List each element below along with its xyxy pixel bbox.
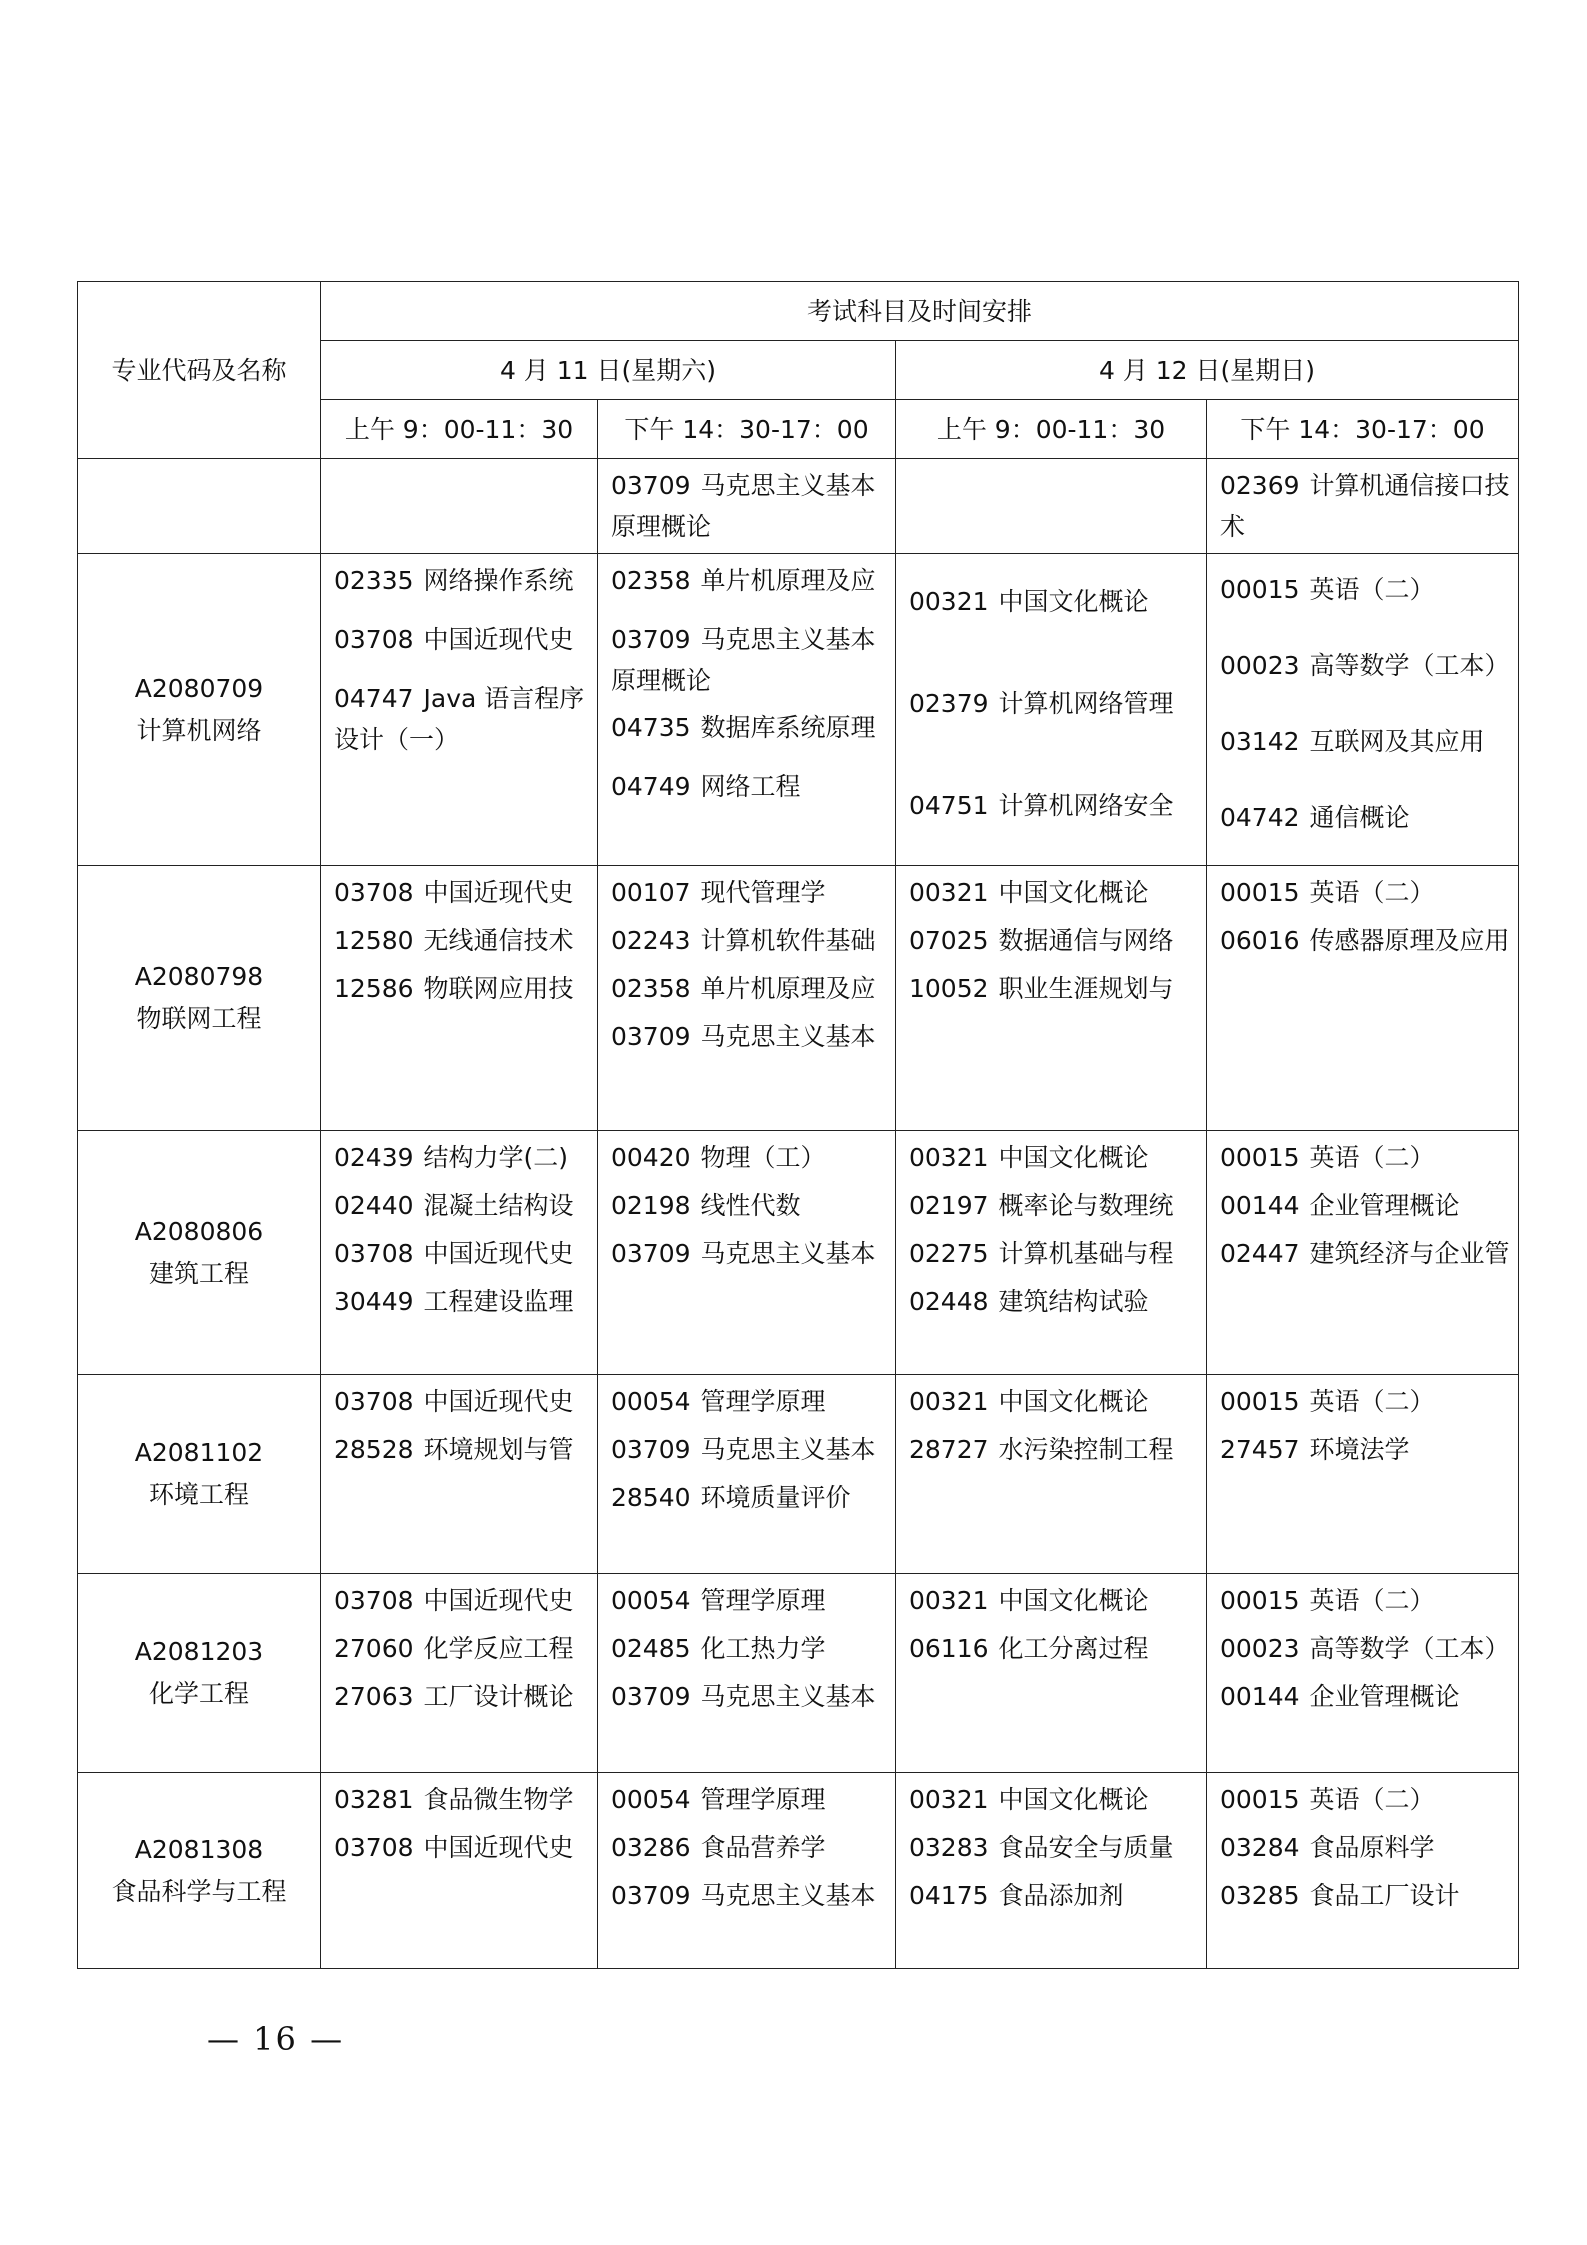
course-name: 英语（二） [1309, 574, 1435, 604]
course-item [334, 1827, 589, 1869]
course-name: 高等数学（工本） [1309, 1634, 1510, 1663]
course-item [1220, 1429, 1510, 1471]
course-name: 中国近现代史 [423, 625, 574, 654]
course-name: 计算机通信接口技术 [1220, 471, 1510, 541]
course-item [611, 707, 887, 748]
course-name: 中国文化概论 [998, 1785, 1149, 1814]
course-code: 28528 [334, 1435, 414, 1464]
course-code: 00321 [909, 587, 989, 617]
slot-cell [321, 1773, 598, 1969]
table-row [78, 866, 1519, 1131]
course-name: 环境法学 [1309, 1435, 1410, 1464]
course-name: 中国文化概论 [998, 878, 1149, 907]
course-code: 12586 [334, 974, 414, 1003]
course-item [611, 1233, 887, 1275]
course-name: 计算机软件基础 [700, 926, 876, 955]
course-item [334, 1233, 589, 1275]
course-item [334, 619, 589, 660]
course-item [611, 560, 887, 601]
course-code: 00420 [611, 1143, 691, 1172]
course-item [611, 920, 887, 962]
slot-cell [1207, 1773, 1519, 1969]
course-name: 中国近现代史 [423, 1387, 574, 1416]
header-major: 专业代码及名称 [78, 282, 321, 459]
course-item [334, 1281, 589, 1323]
course-item [334, 1628, 589, 1670]
course-code: 02485 [611, 1634, 691, 1663]
course-code: 02197 [909, 1191, 989, 1220]
course-code: 03285 [1220, 1881, 1300, 1910]
course-code: 03142 [1220, 727, 1300, 757]
slot-cell [321, 866, 598, 1131]
course-name: 环境质量评价 [700, 1483, 851, 1512]
table-row [78, 1131, 1519, 1375]
header-slot-1: 上午 9：00-11：30 [321, 400, 598, 459]
course-item [1220, 1628, 1510, 1670]
major-code: A2081102 [134, 1438, 264, 1467]
course-code: 02448 [909, 1287, 989, 1316]
course-code: 02369 [1220, 471, 1300, 500]
course-item [909, 785, 1198, 826]
course-name: 现代管理学 [700, 878, 826, 907]
major-cell-empty [78, 459, 321, 554]
course-item [334, 1779, 589, 1821]
course-code: 03708 [334, 1239, 414, 1268]
course-name: 网络工程 [700, 772, 801, 801]
course-name: 物理（工） [700, 1143, 826, 1172]
course-name: 化工分离过程 [998, 1634, 1149, 1663]
major-cell [78, 1574, 321, 1773]
course-name: 水污染控制工程 [998, 1435, 1174, 1464]
major-cell [78, 1375, 321, 1574]
course-code: 03286 [611, 1833, 691, 1862]
course-item [1220, 872, 1510, 914]
course-name: 高等数学（工本） [1309, 650, 1510, 680]
course-item [334, 1580, 589, 1622]
course-code: 03708 [334, 1586, 414, 1615]
course-name: 物联网应用技 [423, 974, 574, 1003]
course-item [1220, 797, 1510, 838]
course-code: 03283 [909, 1833, 989, 1862]
course-name: 英语（二） [1309, 1785, 1435, 1814]
course-item [334, 872, 589, 914]
course-code: 00015 [1220, 1143, 1300, 1172]
table-row [78, 1375, 1519, 1574]
major-cell [78, 554, 321, 866]
course-item [1220, 1137, 1510, 1179]
course-name: 工厂设计概论 [423, 1682, 574, 1711]
course-code: 02358 [611, 974, 691, 1003]
course-code: 27063 [334, 1682, 414, 1711]
course-item [611, 1875, 887, 1917]
header-slot-2: 下午 14：30-17：00 [598, 400, 896, 459]
course-name: 概率论与数理统 [998, 1191, 1174, 1220]
course-code: 00144 [1220, 1682, 1300, 1711]
course-name: 单片机原理及应 [700, 974, 876, 1003]
course-item [611, 766, 887, 807]
course-code: 02358 [611, 566, 691, 595]
major-name: 建筑工程 [148, 1258, 249, 1288]
major-code: A2080709 [134, 673, 264, 703]
course-name: 计算机网络安全 [998, 790, 1174, 820]
course-code: 02243 [611, 926, 691, 955]
course-item [909, 872, 1198, 914]
course-name: 马克思主义基本 [700, 1435, 876, 1464]
course-name: 计算机网络管理 [998, 688, 1174, 718]
course-name: 马克思主义基本 [700, 1881, 876, 1910]
course-code: 03708 [334, 1833, 414, 1862]
header-slot-3: 上午 9：00-11：30 [896, 400, 1207, 459]
course-name: 管理学原理 [700, 1586, 826, 1615]
course-item [1220, 1381, 1510, 1423]
table-body [78, 282, 1519, 1969]
course-item [334, 1676, 589, 1718]
course-item [334, 1137, 589, 1179]
course-item [334, 920, 589, 962]
course-name: 马克思主义基本 [700, 1022, 876, 1051]
slot-cell [1207, 1574, 1519, 1773]
course-code: 04749 [611, 772, 691, 801]
slot-cell [598, 1375, 896, 1574]
course-name: 混凝土结构设 [423, 1191, 574, 1220]
course-code: 00321 [909, 878, 989, 907]
course-name: 英语（二） [1309, 1387, 1435, 1416]
course-code: 02439 [334, 1143, 414, 1172]
course-item [1220, 1875, 1510, 1917]
course-item [909, 1628, 1198, 1670]
course-name: 中国近现代史 [423, 1586, 574, 1615]
course-code: 00107 [611, 878, 691, 907]
slot-cell [321, 554, 598, 866]
course-code: 00023 [1220, 650, 1300, 680]
course-item [909, 1580, 1198, 1622]
course-item [1220, 1779, 1510, 1821]
course-code: 02379 [909, 688, 989, 718]
course-name: 互联网及其应用 [1309, 727, 1485, 757]
course-item [1220, 465, 1510, 547]
course-item [611, 619, 887, 701]
course-code: 00054 [611, 1586, 691, 1615]
course-item [611, 1016, 887, 1058]
slot-cell [321, 1375, 598, 1574]
course-name: 中国近现代史 [423, 1239, 574, 1268]
course-item [611, 968, 887, 1010]
table-row [78, 1773, 1519, 1969]
course-item [1220, 920, 1510, 962]
course-item [909, 1233, 1198, 1275]
major-cell [78, 866, 321, 1131]
slot-cell [321, 1131, 598, 1375]
course-name: 环境规划与管 [423, 1435, 574, 1464]
slot-cell [896, 1574, 1207, 1773]
course-name: 英语（二） [1309, 1586, 1435, 1615]
course-item [909, 1827, 1198, 1869]
course-item [909, 1381, 1198, 1423]
course-name: 数据通信与网络 [998, 926, 1174, 955]
course-code: 03284 [1220, 1833, 1300, 1862]
course-item [909, 683, 1198, 724]
course-name: 英语（二） [1309, 878, 1435, 907]
course-name: 食品营养学 [700, 1833, 826, 1862]
slot-cell [1207, 866, 1519, 1131]
major-cell [78, 1131, 321, 1375]
course-code: 04175 [909, 1881, 989, 1910]
course-code: 02275 [909, 1239, 989, 1268]
course-item [1220, 1676, 1510, 1718]
course-name: 食品微生物学 [423, 1785, 574, 1814]
course-code: 03709 [611, 1881, 691, 1910]
course-code: 00015 [1220, 1586, 1300, 1615]
course-code: 04735 [611, 713, 691, 742]
course-code: 06016 [1220, 926, 1300, 955]
slot-cell [896, 1375, 1207, 1574]
course-code: 27457 [1220, 1435, 1300, 1464]
course-name: 中国文化概论 [998, 1143, 1149, 1172]
header-day2: 4 月 12 日(星期日) [896, 341, 1519, 400]
course-item [1220, 721, 1510, 762]
course-item [611, 872, 887, 914]
slot-cell [896, 459, 1207, 554]
course-code: 02447 [1220, 1239, 1300, 1268]
slot-cell [598, 1131, 896, 1375]
course-code: 30449 [334, 1287, 414, 1316]
course-item [909, 1779, 1198, 1821]
slot-cell [598, 1574, 896, 1773]
course-code: 02335 [334, 566, 414, 595]
course-code: 04742 [1220, 803, 1300, 833]
major-code: A2080798 [134, 962, 264, 991]
table-row [78, 1574, 1519, 1773]
course-name: 化工热力学 [700, 1634, 826, 1663]
course-item [1220, 1580, 1510, 1622]
major-name: 物联网工程 [136, 1004, 262, 1033]
course-name: 传感器原理及应用 [1309, 926, 1510, 955]
course-code: 00015 [1220, 1387, 1300, 1416]
exam-schedule-table [77, 281, 1519, 1969]
course-name: 中国文化概论 [998, 587, 1149, 617]
course-name: 企业管理概论 [1309, 1191, 1460, 1220]
course-code: 03709 [611, 1682, 691, 1711]
course-name: 网络操作系统 [423, 566, 574, 595]
course-item [334, 1429, 589, 1471]
course-item [611, 1137, 887, 1179]
course-name: 食品添加剂 [998, 1881, 1124, 1910]
course-code: 00054 [611, 1785, 691, 1814]
course-item [909, 968, 1198, 1010]
course-item [1220, 1827, 1510, 1869]
course-name: 结构力学(二) [423, 1143, 569, 1172]
course-item [334, 968, 589, 1010]
major-name: 计算机网络 [136, 715, 262, 745]
course-item [909, 1137, 1198, 1179]
course-name: 通信概论 [1309, 803, 1410, 833]
course-code: 00015 [1220, 574, 1300, 604]
course-item [611, 465, 887, 547]
course-code: 04747 [334, 684, 414, 713]
course-code: 06116 [909, 1634, 989, 1663]
course-name: 食品工厂设计 [1309, 1881, 1460, 1910]
course-name: 管理学原理 [700, 1387, 826, 1416]
course-code: 00015 [1220, 1785, 1300, 1814]
slot-cell [598, 459, 896, 554]
course-name: 数据库系统原理 [700, 713, 876, 742]
major-code: A2081308 [134, 1834, 264, 1864]
major-name: 环境工程 [148, 1480, 249, 1509]
course-code: 00023 [1220, 1634, 1300, 1663]
continuation-row [78, 459, 1519, 554]
course-item [611, 1477, 887, 1519]
page-number: — 16 — [207, 2020, 345, 2058]
course-code: 07025 [909, 926, 989, 955]
slot-cell [1207, 554, 1519, 866]
course-code: 03709 [611, 625, 691, 654]
course-code: 00321 [909, 1785, 989, 1814]
course-code: 02440 [334, 1191, 414, 1220]
course-name: 化学反应工程 [423, 1634, 574, 1663]
course-code: 00321 [909, 1387, 989, 1416]
course-item [611, 1580, 887, 1622]
slot-cell [896, 554, 1207, 866]
course-item [611, 1381, 887, 1423]
course-item [334, 1185, 589, 1227]
course-name: 食品安全与质量 [998, 1833, 1174, 1862]
slot-cell [1207, 1131, 1519, 1375]
slot-cell [896, 1773, 1207, 1969]
slot-cell [321, 459, 598, 554]
course-name: 中国文化概论 [998, 1387, 1149, 1416]
course-code: 03709 [611, 471, 691, 500]
course-name: Java 语言程序设计（一） [334, 684, 585, 754]
course-code: 03709 [611, 1435, 691, 1464]
course-name: 线性代数 [700, 1191, 801, 1220]
course-name: 马克思主义基本 [700, 1239, 876, 1268]
slot-cell [598, 554, 896, 866]
course-item [611, 1779, 887, 1821]
course-name: 马克思主义基本原理概论 [611, 471, 876, 541]
course-name: 无线通信技术 [423, 926, 574, 955]
slot-cell [1207, 459, 1519, 554]
table-row [78, 554, 1519, 866]
course-code: 10052 [909, 974, 989, 1003]
major-code: A2080806 [134, 1216, 264, 1246]
header-slot-4: 下午 14：30-17：00 [1207, 400, 1519, 459]
course-item [909, 581, 1198, 622]
course-item [611, 1827, 887, 1869]
course-item [909, 1875, 1198, 1917]
course-code: 04751 [909, 790, 989, 820]
course-code: 00015 [1220, 878, 1300, 907]
course-code: 02198 [611, 1191, 691, 1220]
course-name: 管理学原理 [700, 1785, 826, 1814]
course-item [1220, 645, 1510, 686]
major-name: 食品科学与工程 [111, 1876, 287, 1906]
course-item [909, 1185, 1198, 1227]
course-code: 03709 [611, 1239, 691, 1268]
course-code: 03708 [334, 1387, 414, 1416]
course-item [1220, 569, 1510, 610]
slot-cell [1207, 1375, 1519, 1574]
header-schedule: 考试科目及时间安排 [321, 282, 1519, 341]
course-item [909, 1281, 1198, 1323]
slot-cell [598, 1773, 896, 1969]
course-item [1220, 1185, 1510, 1227]
course-item [611, 1628, 887, 1670]
course-name: 马克思主义基本 [700, 1682, 876, 1711]
slot-cell [896, 866, 1207, 1131]
course-code: 03281 [334, 1785, 414, 1814]
course-name: 马克思主义基本原理概论 [611, 625, 876, 695]
course-code: 03708 [334, 625, 414, 654]
course-item [909, 1429, 1198, 1471]
course-item [334, 678, 589, 760]
course-code: 03709 [611, 1022, 691, 1051]
slot-cell [598, 866, 896, 1131]
course-item [611, 1185, 887, 1227]
major-cell [78, 1773, 321, 1969]
course-item [909, 920, 1198, 962]
course-name: 食品原料学 [1309, 1833, 1435, 1862]
course-code: 00321 [909, 1143, 989, 1172]
course-item [334, 560, 589, 601]
course-item [611, 1429, 887, 1471]
course-name: 计算机基础与程 [998, 1239, 1174, 1268]
course-name: 中国近现代史 [423, 878, 574, 907]
course-code: 27060 [334, 1634, 414, 1663]
course-name: 建筑结构试验 [998, 1287, 1149, 1316]
major-name: 化学工程 [148, 1679, 249, 1708]
course-code: 00321 [909, 1586, 989, 1615]
course-code: 03708 [334, 878, 414, 907]
slot-cell [321, 1574, 598, 1773]
course-item [1220, 1233, 1510, 1275]
course-item [611, 1676, 887, 1718]
course-name: 工程建设监理 [423, 1287, 574, 1316]
course-name: 建筑经济与企业管 [1309, 1239, 1510, 1268]
course-name: 英语（二） [1309, 1143, 1435, 1172]
course-name: 单片机原理及应 [700, 566, 876, 595]
course-code: 00144 [1220, 1191, 1300, 1220]
course-name: 企业管理概论 [1309, 1682, 1460, 1711]
slot-cell [896, 1131, 1207, 1375]
header-day1: 4 月 11 日(星期六) [321, 341, 896, 400]
course-name: 中国近现代史 [423, 1833, 574, 1862]
course-item [334, 1381, 589, 1423]
course-name: 中国文化概论 [998, 1586, 1149, 1615]
course-code: 00054 [611, 1387, 691, 1416]
course-code: 12580 [334, 926, 414, 955]
course-code: 28540 [611, 1483, 691, 1512]
major-code: A2081203 [134, 1637, 264, 1666]
course-name: 职业生涯规划与 [998, 974, 1174, 1003]
course-code: 28727 [909, 1435, 989, 1464]
